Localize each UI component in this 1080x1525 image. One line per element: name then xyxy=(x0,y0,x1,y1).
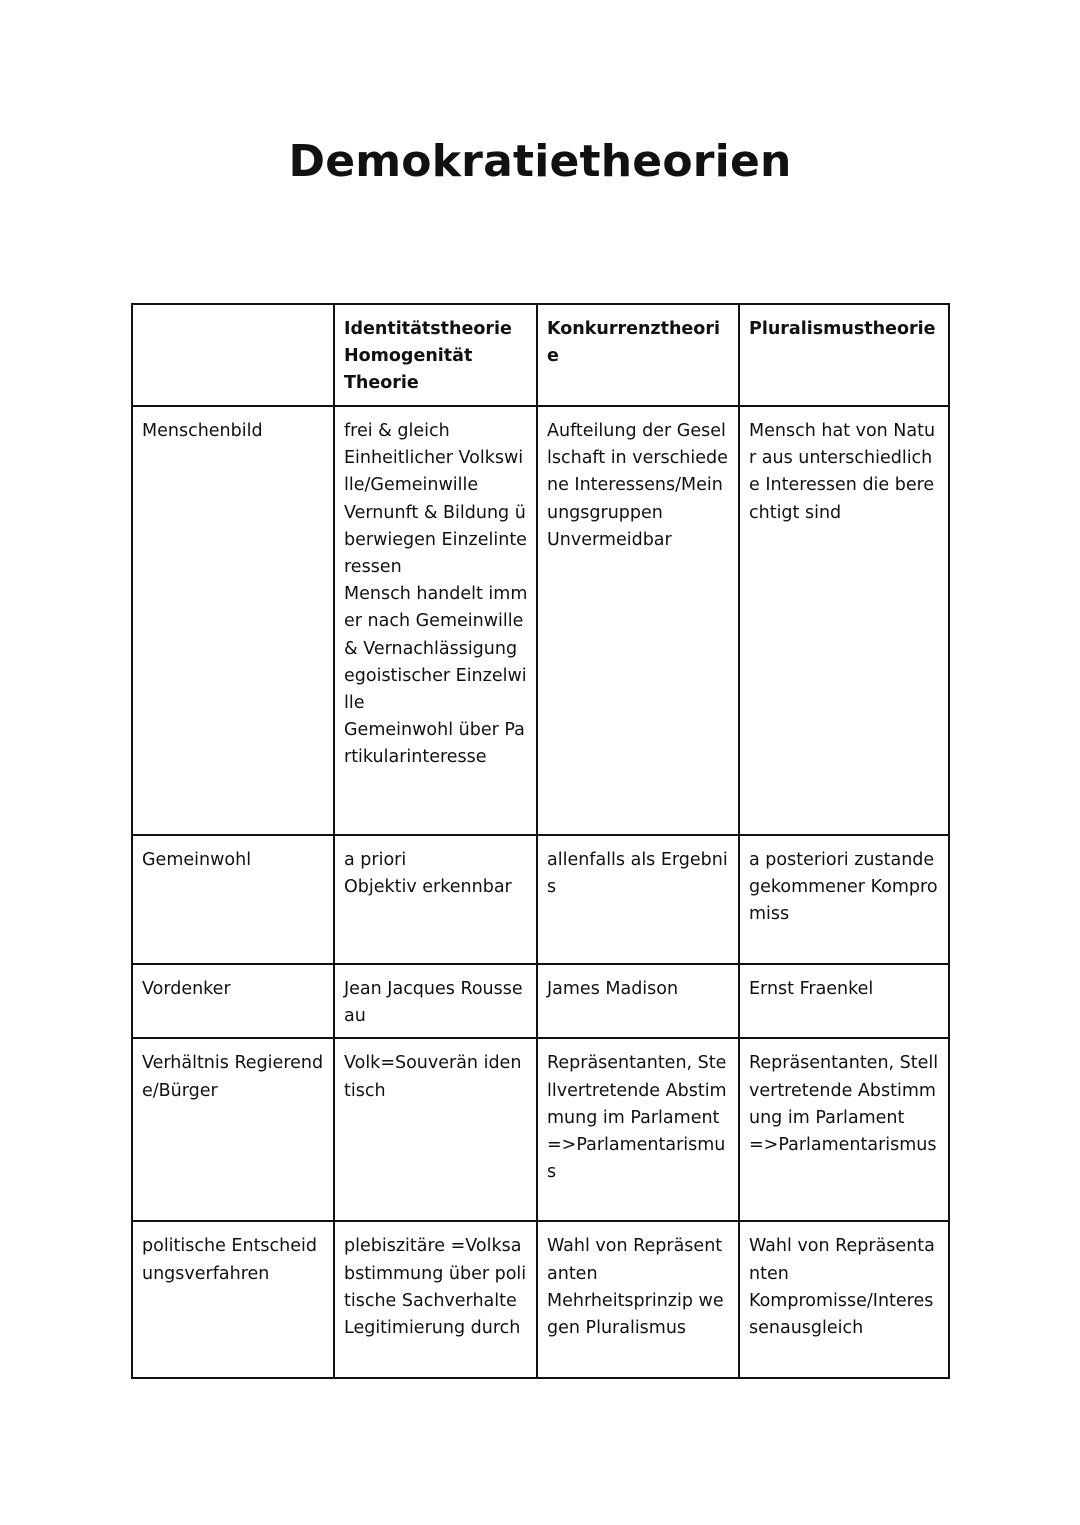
cell-pluralismus xyxy=(739,835,949,964)
cell-line: Unvermeidbar xyxy=(547,529,672,550)
cell-line: a priori xyxy=(344,850,407,870)
cell-line: Repräsentanten, Stellvertretende Abstimmung im Parlament xyxy=(749,1053,939,1128)
row-label: Verhältnis Regierende/Bürger xyxy=(132,1038,334,1221)
header-corner-cell xyxy=(132,304,334,406)
header-line: Konkurrenztheorie xyxy=(547,319,720,367)
cell-pluralismus xyxy=(739,964,949,1038)
cell-line: Aufteilung der Gesellschaft in verschiedene Interessens/Meinungsgruppen xyxy=(547,421,728,523)
header-line: Identitätstheorie xyxy=(344,319,512,339)
page-title: Demokratietheorien xyxy=(288,136,792,187)
cell-line: frei & gleich xyxy=(344,421,450,441)
cell-konkurrenz xyxy=(537,964,739,1038)
header-line: Pluralismustheorie xyxy=(749,319,936,339)
cell-konkurrenz xyxy=(537,1221,739,1378)
row-label: Vordenker xyxy=(132,964,334,1038)
header-konkurrenztheorie xyxy=(537,304,739,406)
cell-line: James Madison xyxy=(547,979,679,999)
table-row-entscheidungsverfahren xyxy=(132,1221,949,1378)
cell-line: =>Parlamentarismus xyxy=(749,1135,937,1156)
cell-identitaet xyxy=(334,1038,537,1221)
comparison-table xyxy=(131,303,950,1379)
cell-line: =>Parlamentarismus xyxy=(547,1135,726,1183)
row-label: Gemeinwohl xyxy=(132,835,334,964)
cell-identitaet xyxy=(334,406,537,835)
cell-line: Repräsentanten, Stellvertretende Abstimmung im Parlament xyxy=(547,1053,727,1128)
cell-line: Legitimierung durch xyxy=(344,1318,521,1339)
cell-line: Einheitlicher Volkswille/Gemeinwille xyxy=(344,448,524,496)
cell-pluralismus xyxy=(739,1221,949,1378)
cell-line: Jean Jacques Rousseau xyxy=(344,979,523,1027)
header-line: Theorie xyxy=(344,373,419,394)
table-row-verhaeltnis xyxy=(132,1038,949,1221)
cell-pluralismus xyxy=(739,1038,949,1221)
row-label: Menschenbild xyxy=(132,406,334,835)
cell-line: Wahl von Repräsentanten xyxy=(749,1236,935,1284)
cell-line: plebiszitäre =Volksabstimmung über politische Sachverhalte xyxy=(344,1236,527,1311)
cell-line: Gemeinwohl über Partikularinteresse xyxy=(344,720,525,768)
cell-pluralismus xyxy=(739,406,949,835)
cell-konkurrenz xyxy=(537,406,739,835)
cell-identitaet xyxy=(334,835,537,964)
header-pluralismustheorie xyxy=(739,304,949,406)
cell-identitaet xyxy=(334,1221,537,1378)
table-row-vordenker xyxy=(132,964,949,1038)
cell-line: Volk=Souverän identisch xyxy=(344,1053,522,1101)
cell-line: Objektiv erkennbar xyxy=(344,877,512,898)
header-identitaetstheorie xyxy=(334,304,537,406)
cell-line: Vernunft & Bildung überwiegen Einzelinteressen xyxy=(344,502,527,578)
cell-line: Wahl von Repräsentanten xyxy=(547,1236,723,1284)
row-label: politische Entscheidungsverfahren xyxy=(132,1221,334,1378)
cell-line: Mensch handelt immer nach Gemeinwille & Vernachlässigung egoistischer Einzelwille xyxy=(344,584,528,714)
cell-identitaet xyxy=(334,964,537,1038)
cell-konkurrenz xyxy=(537,835,739,964)
cell-line: a posteriori zustande gekommener Kompromiss xyxy=(749,850,938,925)
table-header-row xyxy=(132,304,949,406)
cell-line: Kompromisse/Interessenausgleich xyxy=(749,1290,934,1339)
table-row-menschenbild xyxy=(132,406,949,835)
cell-line: Mensch hat von Natur aus unterschiedliche Interessen die berechtigt sind xyxy=(749,421,936,523)
cell-line: allenfalls als Ergebnis xyxy=(547,850,728,898)
cell-konkurrenz xyxy=(537,1038,739,1221)
cell-line: Mehrheitsprinzip wegen Pluralismus xyxy=(547,1290,724,1339)
table-row-gemeinwohl xyxy=(132,835,949,964)
header-line: Homogenität xyxy=(344,346,473,367)
cell-line: Ernst Fraenkel xyxy=(749,979,874,999)
